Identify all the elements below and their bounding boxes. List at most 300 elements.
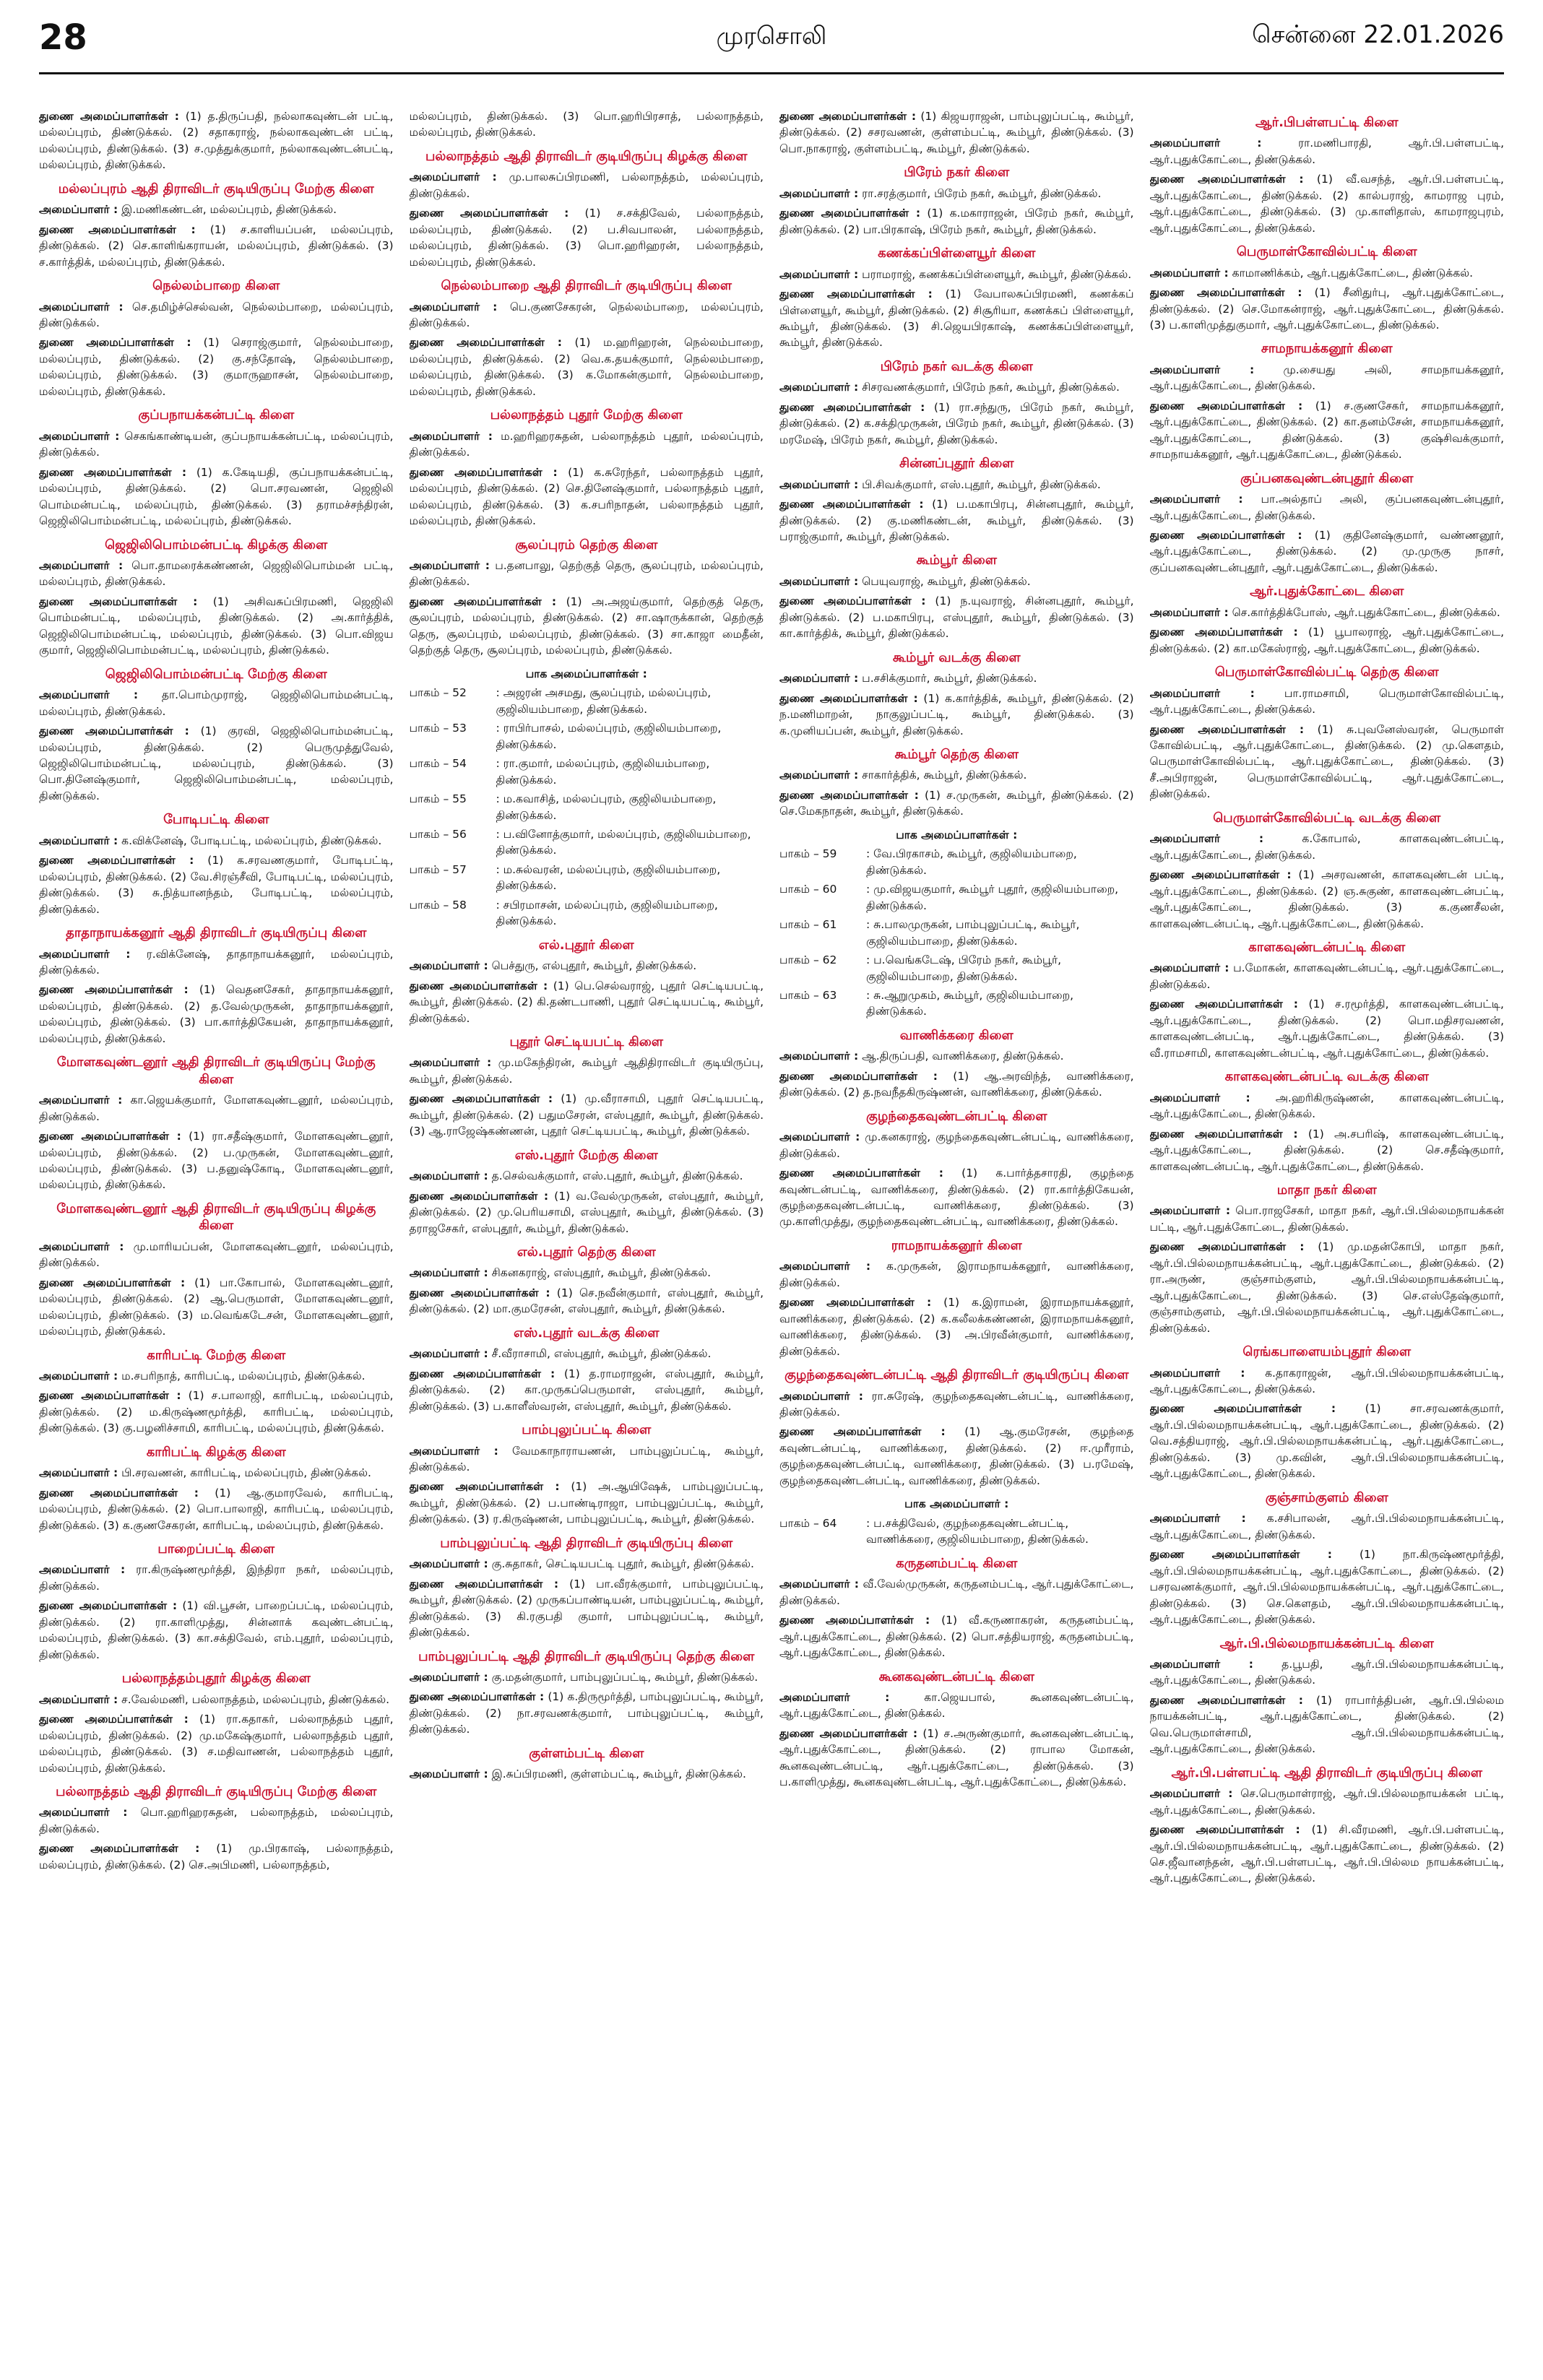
branch-title: பாம்புலுப்பட்டி கிளை — [522, 1422, 652, 1438]
role-label: அமைப்பாளர் : — [1149, 493, 1243, 506]
role-label: அமைப்பாளர் : — [409, 558, 490, 572]
column-3 — [779, 108, 1134, 2362]
role-label: அமைப்பாளர் : — [39, 1563, 126, 1577]
role-label: அமைப்பாளர் : — [1149, 266, 1229, 280]
branch-section — [410, 937, 764, 1026]
branch-title: வாணிக்கரை கிளை — [899, 1027, 1013, 1043]
member-entry — [410, 334, 764, 399]
member-names: (1) ஆ.அரவிந்த், வாணிக்கரை, திண்டுக்கல். (2) த.நவநீதகிருஷ்ணன், வாணிக்கரை, திண்டுக்கல். — [779, 1069, 1134, 1099]
member-entry — [39, 202, 394, 217]
member-entry — [779, 691, 1134, 739]
role-label: துணை அமைப்பாளர்கள் : — [39, 1389, 181, 1403]
role-label: அமைப்பாளர் : — [39, 1806, 128, 1819]
member-entry — [39, 1804, 394, 1837]
branch-section — [39, 1783, 394, 1873]
branch-section — [39, 108, 394, 173]
member-entry — [410, 464, 764, 529]
branch-title: பெருமாள்கோவில்பட்டி வடக்கு கிளை — [1213, 810, 1441, 826]
role-label: அமைப்பாளர் : — [39, 834, 118, 847]
member-names: பெயுவராஜ், கூம்பூர், திண்டுக்கல். — [862, 574, 1031, 588]
role-label: துணை அமைப்பாளர்கள் : — [409, 1286, 550, 1299]
branch-section — [779, 108, 1134, 157]
member-entry — [779, 1129, 1134, 1161]
branch-title: காளகவுண்டன்பட்டி கிளை — [1248, 940, 1406, 956]
member-names: ப.தனபாலு, தெற்குத் தெரு, சூலப்புரம், மல்லப்புரம், திண்டுக்கல். — [409, 558, 764, 589]
branch-title: கருதனம்பட்டி கிளை — [896, 1555, 1018, 1571]
member-entry — [410, 1091, 764, 1139]
role-label: துணை அமைப்பாளர்கள் : — [779, 1726, 918, 1740]
member-names: இ.மணிகண்டன், மல்லப்புரம், திண்டுக்கல். — [121, 203, 337, 217]
role-label: அமைப்பாளர் : — [779, 381, 859, 394]
member-names: (1) ச.குணசேகர், சாமநாயக்கனூர், ஆர்.புதுக்கோட்டை, திண்டுக்கல். (2) கா.தனம்சேன், சாமநாயக்கனூர், ஆர்.புதுக்கோட்டை, திண்டுக்கல். (3) குஷ்சிவக்குமார், சாமநாயக்கனூர், ஆர்.புதுக்கோட்டை, திண்டுக்கல். — [1149, 399, 1504, 462]
branch-section — [1150, 1343, 1505, 1482]
branch-section — [779, 649, 1134, 739]
branch-title: பாம்புலுப்பட்டி ஆதி திராவிடர் குடியிருப்பு தெற்கு கிளை — [418, 1648, 755, 1664]
member-entry — [39, 852, 394, 917]
booth-number: பாகம் – 52 — [409, 686, 467, 700]
branch-section — [410, 148, 764, 270]
branch-title: தாதாநாயக்கனூர் ஆதி திராவிடர் குடியிருப்பு கிளை — [66, 925, 367, 941]
role-label: அமைப்பாளர் : — [39, 203, 118, 217]
member-names: (1) ச.பாலாஜி, காரிபட்டி, மல்லப்புரம், திண்டுக்கல். (2) ம.கிருஷ்ணமூர்த்தி, காரிபட்டி, மல்லப்புரம், திண்டுக்கல். (3) கு.பழனிச்சாமி, காரிபட்டி, மல்லப்புரம், திண்டுக்கல். — [39, 1389, 394, 1435]
branch-section — [39, 1541, 394, 1663]
branch-section — [410, 108, 764, 141]
role-label: துணை அமைப்பாளர்கள் : — [409, 594, 557, 608]
role-label: துணை அமைப்பாளர்கள் : — [1149, 1823, 1300, 1837]
branch-title: ராமநாயக்கனூர் கிளை — [891, 1237, 1022, 1253]
member-names: (1) அசரவணன், காளகவுண்டன் பட்டி, ஆர்.புதுக்கோட்டை, திண்டுக்கல். (2) ஞ.சுகுண், காளகவுண்டன்பட்டி, ஆர்.புதுக்கோட்டை, திண்டுக்கல். (3) க.குணசீலன், காளகவுண்டன்பட்டி, ஆர்.புதுக்கோட்டை, திண்டுக்கல். — [1149, 868, 1504, 930]
member-names: ரா.சரத்குமார், பிரேம் நகர், கூம்பூர், திண்டுக்கல். — [862, 186, 1102, 200]
role-label: துணை அமைப்பாளர்கள் : — [1149, 998, 1299, 1011]
role-label: துணை அமைப்பாளர்கள் : — [779, 110, 917, 123]
branch-title: பல்லாநத்தம் ஆதி திராவிடர் குடியிருப்பு கிழக்கு கிளை — [425, 148, 748, 164]
branch-section — [1150, 583, 1505, 657]
member-names: (1) ம.ஹரிஹரன், நெல்லம்பாறை, மல்லப்புரம், திண்டுக்கல். (2) வெ.க.தயக்குமார், நெல்லம்பாறை, மல்லப்புரம், திண்டுக்கல். (3) க.மோகன்குமார், நெல்லம்பாறை, மல்லப்புரம், திண்டுக்கல். — [409, 336, 764, 398]
role-label: துணை அமைப்பாளர்கள் : — [779, 1614, 930, 1627]
member-names: (1) ரா.சதீஷ்குமார், மோளகவுண்டனூர், மல்லப்புரம், திண்டுக்கல். (2) ப.முருகன், மோளகவுண்டனூர், மல்லப்புரம், திண்டுக்கல். (3) ப.தனுஷ்கோடி, மோளகவுண்டனூர், மல்லப்புரம், திண்டுக்கல். — [39, 1130, 394, 1192]
member-entry — [1150, 1401, 1505, 1481]
role-label: அமைப்பாளர் : — [409, 1670, 488, 1684]
member-entry — [39, 1692, 394, 1708]
member-entry — [39, 594, 394, 659]
member-names: (1) செராஜ்குமார், நெல்லம்பாறை, மல்லப்புரம், திண்டுக்கல். (2) கு.சந்தோஷ், நெல்லம்பாறை, மல்லப்புரம், திண்டுக்கல். (3) குமாருஹாசன், நெல்லம்பாறை, மல்லப்புரம், திண்டுக்கல். — [39, 336, 394, 398]
member-names: (1) ச.சக்திவேல், பல்லாநத்தம், மல்லப்புரம், திண்டுக்கல். (2) ப.சிவபாலன், பல்லாநத்தம், மல்லப்புரம், திண்டுக்கல். (3) பொ.ஹரிஹரன், பல்லாநத்தம், மல்லப்புரம், திண்டுக்கல். — [409, 207, 764, 269]
member-entry — [1150, 491, 1505, 524]
member-entry — [410, 1055, 764, 1087]
member-entry — [779, 267, 1134, 282]
branch-section — [410, 1034, 764, 1140]
member-names: கா.ஜெயபால், கூனகவுண்டன்பட்டி, ஆர்.புதுக்கோட்டை, திண்டுக்கல். — [779, 1690, 1134, 1721]
branch-section — [39, 811, 394, 917]
branch-title: காளகவுண்டன்பட்டி வடக்கு கிளை — [1224, 1069, 1429, 1085]
role-label: அமைப்பாளர் : — [779, 477, 859, 491]
branch-title: பிரேம் நகர் வடக்கு கிளை — [880, 358, 1033, 374]
booth-number: பாகம் – 63 — [779, 989, 837, 1003]
member-names: (1) அசிவசுப்பிரமணி, ஜெஜிலி பொம்மன்பட்டி, மல்லப்புரம், திண்டுக்கல். (2) அ.கார்த்திக், ஜெஜிலிபொம்மன்பட்டி, மல்லப்புரம், திண்டுக்கல். (3) பொ.விஜய குமார், ஜெஜிலிபொம்மன்பட்டி, மல்லப்புரம், திண்டுக்கல். — [39, 594, 394, 657]
member-names: (1) ந.யுவராஜ், சின்னபுதூர், கூம்பூர், திண்டுக்கல். (2) ப.மகாபிரபு, எஸ்புதூர், கூம்பூர், திண்டுக்கல். (3) கா.கார்த்திக், கூம்பூர், திண்டுக்கல். — [779, 594, 1134, 641]
role-label: அமைப்பாளர் : — [409, 1767, 488, 1781]
member-entry — [410, 299, 764, 332]
member-entry — [39, 1598, 394, 1663]
branch-section — [1150, 1182, 1505, 1336]
role-label: அமைப்பாளர் : — [39, 688, 139, 702]
member-names: க.கோபால், காளகவுண்டன்பட்டி, ஆர்.புதுக்கோட்டை, திண்டுக்கல். — [1149, 832, 1504, 862]
member-entry — [39, 299, 394, 332]
member-names: (1) ரா.சந்துரு, பிரேம் நகர், கூம்பூர், திண்டுக்கல். (2) க.சக்திமுருகன், பிரேம் நகர், கூம்பூர், திண்டுக்கல். (3) மரமேஷ், பிரேம் நகர், கூம்பூர், திண்டுக்கல். — [779, 400, 1134, 446]
role-label: அமைப்பாளர் : — [409, 1444, 498, 1458]
booth-agent: : ம.கவாசித், மல்லப்புரம், குஜிலியம்பாறை, திண்டுக்கல். — [496, 792, 717, 822]
branch-section — [410, 1535, 764, 1641]
member-names: (1) கிஜயராஜன், பாம்புலுப்பட்டி, கூம்பூர், திண்டுக்கல். (2) சசரவணன், குள்ளம்பட்டி, கூம்பூர், திண்டுக்கல். (3) பொ.நாகராஜ், குள்ளம்பட்டி, கூம்பூர், திண்டுக்கல். — [779, 110, 1134, 155]
branch-section — [410, 537, 764, 659]
member-names: (1) குரவி, ஜெஜிலிபொம்மன்பட்டி, மல்லப்புரம், திண்டுக்கல். (2) பெருமுத்துவேல், ஜெஜிலிபொம்மன்பட்டி, மல்லப்புரம், திண்டுக்கல். (3) பொ.தினேஷ்குமார், ஜெஜிலிபொம்மன்பட்டி, மல்லப்புரம், திண்டுக்கல். — [39, 724, 394, 802]
role-label: துணை அமைப்பாளர்கள் : — [39, 983, 189, 997]
member-entry — [779, 379, 1134, 395]
role-label: துணை அமைப்பாளர்கள் : — [39, 1486, 199, 1500]
member-entry — [779, 767, 1134, 783]
booth-agent: : ரா.குமார், மல்லப்புரம், குஜிலியம்பாறை, திண்டுக்கல். — [496, 757, 710, 787]
role-label: துணை அமைப்பாளர்கள் : — [409, 1092, 553, 1106]
member-entry — [1150, 867, 1505, 932]
member-entry — [1150, 1090, 1505, 1122]
role-label: அமைப்பாளர் : — [409, 1169, 488, 1183]
role-label: அமைப்பாளர் : — [409, 1056, 492, 1070]
booth-row — [779, 987, 1134, 1020]
member-names: வேமகாநாராயணன், பாம்புலுப்பட்டி, கூம்பூர், திண்டுக்கல். — [409, 1444, 764, 1474]
branch-title: கணக்கப்பிள்ளையூர் கிளை — [878, 246, 1036, 261]
role-label: அமைப்பாளர் : — [779, 267, 859, 281]
member-entry — [779, 1258, 1134, 1291]
booth-heading: பாக அமைப்பாளர் : — [904, 1497, 1009, 1511]
role-label: துணை அமைப்பாளர்கள் : — [409, 465, 558, 479]
member-entry — [1150, 265, 1505, 281]
member-entry — [410, 1556, 764, 1572]
branch-title: காரிபட்டி மேற்கு கிளை — [147, 1347, 286, 1363]
branch-title: சாமநாயக்கனூர் கிளை — [1261, 341, 1393, 357]
role-label: அமைப்பாளர் : — [409, 429, 493, 443]
role-label: துணை அமைப்பாளர்கள் : — [1149, 626, 1298, 639]
booth-agent: : ப.வினோத்குமார், மல்லப்புரம், குஜிலியம்பாறை, திண்டுக்கல். — [496, 827, 751, 857]
member-entry — [39, 1275, 394, 1340]
member-entry — [39, 1711, 394, 1776]
branch-title: எஸ்.புதூர் வடக்கு கிளை — [514, 1325, 660, 1341]
role-label: அமைப்பாளர் : — [39, 429, 120, 443]
branch-section — [410, 407, 764, 529]
booth-row — [410, 826, 764, 859]
role-label: அமைப்பாளர் : — [39, 1369, 118, 1382]
role-label: அமைப்பாளர் : — [409, 1266, 488, 1280]
member-names: (1) ச.ரமூர்த்தி, காளகவுண்டன்பட்டி, ஆர்.புதுக்கோட்டை, திண்டுக்கல். (2) பொ.மதிசரவணன், காளகவுண்டன்பட்டி, ஆர்.புதுக்கோட்டை, திண்டுக்கல். (3) வீ.ராமசாமி, காளகவுண்டன்பட்டி, ஆர்.புதுக்கோட்டை, திண்டுக்கல். — [1149, 998, 1504, 1060]
member-entry — [779, 1388, 1134, 1421]
member-entry — [39, 1465, 394, 1481]
member-names: (1) பா.வீரக்குமார், பாம்புலுப்பட்டி, கூம்பூர், திண்டுக்கல். (2) முருகப்பாண்டியன், பாம்புலுப்பட்டி, கூம்பூர், திண்டுக்கல். (3) கி.ரகுபதி குமார், பாம்புலுப்பட்டி, கூம்பூர், திண்டுக்கல். — [409, 1577, 764, 1640]
booth-row — [410, 756, 764, 788]
member-names: (1) ப.மகாபிரபு, சின்னபுதூர், கூம்பூர், திண்டுக்கல். (2) கு.மணிகண்டன், கூம்பூர், திண்டுக்கல். (3) பராஜ்குமார், கூம்பூர், திண்டுக்கல். — [779, 498, 1134, 543]
branch-title: குழந்தைகவுண்டன்பட்டி கிளை — [866, 1108, 1047, 1124]
branch-section — [779, 552, 1134, 641]
member-names: (1) வீ.கருணாகரன், கருதனம்பட்டி, ஆர்.புதுக்கோட்டை, திண்டுக்கல். (2) பொ.சத்தியராஜ், கருதனம்பட்டி, ஆர்.புதுக்கோட்டை, திண்டுக்கல். — [779, 1614, 1134, 1660]
booth-agent: : சு.ஆறுமுகம், கூம்பூர், குஜிலியம்பாறை, திண்டுக்கல். — [866, 989, 1074, 1018]
member-entry — [410, 1766, 764, 1782]
role-label: துணை அமைப்பாளர்கள் : — [1149, 722, 1305, 736]
role-label: அமைப்பாளர் : — [779, 1690, 890, 1704]
member-entry — [779, 1612, 1134, 1661]
role-label: அமைப்பாளர் : — [409, 300, 498, 313]
role-label: துணை அமைப்பாளர்கள் : — [1149, 286, 1302, 300]
booth-agent: : சு.பாலமுருகன், பாம்புலுப்பட்டி, கூம்பூர், குஜிலியம்பாறை, திண்டுக்கல். — [866, 918, 1080, 948]
member-entry — [1150, 362, 1505, 394]
branch-section — [779, 164, 1134, 238]
booth-number: பாகம் – 59 — [779, 847, 837, 861]
member-names: சிகனகராஜ், எஸ்புதூர், கூம்பூர், திண்டுக்கல். — [491, 1266, 712, 1280]
member-names: (1) அ.ஆயிஷேக், பாம்புலுப்பட்டி, கூம்பூர், திண்டுக்கல். (2) ப.பாண்டிராஜா, பாம்புலுப்பட்டி, கூம்பூர், திண்டுக்கல். (3) ர.கிருஷ்ணன், பாம்புலுப்பட்டி, கூம்பூர், திண்டுக்கல். — [409, 1480, 764, 1526]
branch-title: கூம்பூர் வடக்கு கிளை — [892, 649, 1021, 665]
member-entry — [779, 186, 1134, 202]
role-label: அமைப்பாளர் : — [1149, 1512, 1246, 1526]
booth-row — [410, 685, 764, 717]
member-names: (1) ச.முருகன், கூம்பூர், திண்டுக்கல். (2) செ.மேகநாதன், கூம்பூர், திண்டுக்கல். — [779, 788, 1134, 818]
role-label: துணை அமைப்பாளர்கள் : — [779, 1296, 932, 1310]
member-entry — [39, 558, 394, 590]
booth-heading: பாக அமைப்பாளர்கள் : — [525, 667, 647, 680]
booth-agent: : மு.விஜயகுமார், கூம்பூர் புதூர், குஜிலியம்பாறை, திண்டுக்கல். — [866, 883, 1119, 912]
member-entry — [410, 558, 764, 590]
member-names: செகங்காண்டியன், குப்பநாயக்கன்பட்டி, மல்லப்புரம், திண்டுக்கல். — [39, 429, 394, 459]
branch-section — [410, 1745, 764, 1783]
member-entry — [779, 1726, 1134, 1791]
member-names: பா.அல்தாப் அலி, குப்பனகவுண்டன்புதூர், ஆர்.புதுக்கோட்டை, திண்டுக்கல். — [1149, 493, 1504, 522]
booth-row — [410, 791, 764, 823]
member-names: பா.ராமசாமி, பெருமாள்கோவில்பட்டி, ஆர்.புதுக்கோட்டை, திண்டுக்கல். — [1149, 686, 1504, 717]
member-names: ம.ஹரிஹரசுதன், பல்லாநத்தம் புதூர், மல்லப்புரம், திண்டுக்கல். — [409, 429, 764, 459]
booth-row — [410, 720, 764, 753]
branch-title: காரிபட்டி கிழக்கு கிளை — [146, 1444, 286, 1460]
branch-title: பல்லாநத்தம் புதூர் மேற்கு கிளை — [490, 407, 683, 423]
member-entry — [779, 574, 1134, 589]
branch-title: ஜெஜிலிபொம்மன்பட்டி மேற்கு கிளை — [105, 666, 327, 682]
branch-title: பாறைப்பட்டி கிளை — [157, 1541, 275, 1557]
role-label: அமைப்பாளர் : — [1149, 1657, 1253, 1671]
role-label: அமைப்பாளர் : — [409, 1557, 488, 1571]
role-label: அமைப்பாளர் : — [1149, 1787, 1233, 1801]
booth-number: பாகம் – 61 — [779, 918, 837, 932]
role-label: துணை அமைப்பாளர்கள் : — [39, 222, 196, 236]
member-entry — [410, 169, 764, 202]
branch-title: ஆர்.புதுக்கோட்டை கிளை — [1250, 584, 1404, 600]
member-entry — [39, 222, 394, 270]
member-entry — [1150, 1656, 1505, 1689]
branch-section — [779, 245, 1134, 351]
branch-section — [779, 1367, 1134, 1489]
booth-agent: : ராபிர்பாசல், மல்லப்புரம், குஜிலியம்பாறை, திண்டுக்கல். — [496, 722, 722, 751]
branch-section — [1150, 810, 1505, 932]
role-label: துணை அமைப்பாளர்கள் : — [779, 594, 926, 608]
branch-section — [779, 1496, 1134, 1547]
role-label: அமைப்பாளர் : — [779, 769, 859, 782]
branch-title: ஆர்.பி.பள்ளபட்டி ஆதி திராவிடர் குடியிருப்பு கிளை — [1171, 1765, 1483, 1780]
dateline: சென்னை 22.01.2026 — [1252, 20, 1504, 49]
role-label: அமைப்பாளர் : — [779, 672, 859, 685]
member-names: (1) சீனிதுர்பு, ஆர்.புதுக்கோட்டை, திண்டுக்கல். (2) செ.மோகன்ராஜ், ஆர்.புதுக்கோட்டை, திண்டுக்கல். (3) ப.காளிமுத்துகுமார், ஆர்.புதுக்கோட்டை, திண்டுக்கல். — [1149, 286, 1504, 332]
member-entry — [410, 1346, 764, 1362]
member-entry — [779, 670, 1134, 686]
role-label: துணை அமைப்பாளர்கள் : — [1149, 1402, 1336, 1416]
role-label: துணை அமைப்பாளர்கள் : — [779, 691, 918, 705]
member-entry — [39, 1128, 394, 1193]
member-names: பராமராஜ், கணக்கப்பிள்ளையூர், கூம்பூர், திண்டுக்கல். — [862, 267, 1132, 281]
role-label: அமைப்பாளர் : — [779, 1389, 863, 1403]
member-names: க.விக்னேஷ், போடிபட்டி, மல்லப்புரம், திண்டுக்கல். — [121, 834, 382, 847]
role-label: அமைப்பாளர் : — [779, 1050, 859, 1063]
member-entry — [39, 833, 394, 849]
role-label: துணை அமைப்பாளர்கள் : — [1149, 529, 1302, 542]
column-4 — [1150, 108, 1505, 2362]
role-label: துணை அமைப்பாளர்கள் : — [409, 979, 548, 992]
member-entry — [779, 1424, 1134, 1489]
role-label: துணை அமைப்பாளர்கள் : — [409, 1480, 560, 1494]
role-label: துணை அமைப்பாளர்கள் : — [409, 1577, 559, 1591]
member-entry — [1150, 1203, 1505, 1235]
branch-title: பல்லாநத்தம்புதூர் கிழக்கு கிளை — [121, 1671, 311, 1687]
branch-section — [410, 1244, 764, 1317]
booth-agent: : அஜரன் அசமது, சூலப்புரம், மல்லப்புரம், குஜிலியம்பாறை, திண்டுக்கல். — [496, 686, 712, 716]
role-label: துணை அமைப்பாளர்கள் : — [1149, 868, 1292, 882]
branch-section — [39, 181, 394, 270]
member-names: (1) க.சுரேந்தர், பல்லாநத்தம் புதூர், மல்லப்புரம், திண்டுக்கல். (2) செ.தினேஷ்குமார், பல்லாநத்தம் புதூர், மல்லப்புரம், திண்டுக்கல். (3) க.சபரிநாதன், பல்லாநத்தம் புதூர், மல்லப்புரம், திண்டுக்கல். — [409, 465, 764, 528]
member-entry — [1150, 722, 1505, 802]
member-entry — [39, 1485, 394, 1533]
branch-section — [39, 1347, 394, 1437]
branch-title: பிரேம் நகர் கிளை — [904, 165, 1010, 181]
role-label: துணை அமைப்பாளர்கள் : — [1149, 399, 1303, 412]
booth-row — [779, 846, 1134, 878]
booth-row — [779, 952, 1134, 985]
branch-title: பாம்புலுப்பட்டி ஆதி திராவிடர் குடியிருப்பு கிளை — [440, 1535, 733, 1551]
member-names: (1) நா.கிருஷ்ணமூர்த்தி, ஆர்.பி.பில்லமநாயக்கன்பட்டி, ஆர்.புதுக்கோட்டை, திண்டுக்கல். (2) பசரவணக்குமார், ஆர்.பி.பில்லமநாயக்கன்பட்டி, ஆர்.புதுக்கோட்டை, திண்டுக்கல். (3) செ.கௌதம், ஆர்.பி.பில்லமநாயக்கன்பட்டி, ஆர்.புதுக்கோட்டை, திண்டுக்கல். — [1149, 1548, 1504, 1627]
role-label: துணை அமைப்பாளர்கள் : — [39, 465, 187, 479]
role-label: துணை அமைப்பாளர்கள் : — [39, 336, 191, 350]
branch-section — [779, 455, 1134, 545]
branch-title: நெல்லம்பாறை கிளை — [152, 278, 280, 294]
role-label: துணை அமைப்பாளர்கள் : — [409, 1367, 556, 1380]
member-names: செ.கார்த்திக்போஸ், ஆர்.புதுக்கோட்டை, திண்டுக்கல். — [1232, 605, 1500, 619]
member-names: (1) க.இராமன், இராமநாயக்கனூர், வாணிக்கரை, திண்டுக்கல். (2) க.கலீலக்கண்ணன், இராமநாயக்கனூர், வாணிக்கரை, திண்டுக்கல். (3) அ.பிரவீன்குமார், வாணிக்கரை, திண்டுக்கல். — [779, 1296, 1134, 1358]
member-names: பி.சிவக்குமார், எஸ்.புதூர், கூம்பூர், திண்டுக்கல். — [862, 477, 1101, 491]
booth-number: பாகம் – 62 — [779, 953, 837, 967]
role-label: துணை அமைப்பாளர்கள் : — [39, 1599, 178, 1613]
role-label: அமைப்பாளர் : — [39, 558, 124, 572]
member-names: சிசரவணக்குமார், பிரேம் நகர், கூம்பூர், திண்டுக்கல். — [862, 381, 1120, 394]
role-label: அமைப்பாளர் : — [1149, 137, 1262, 150]
booth-row — [779, 917, 1134, 949]
member-entry — [410, 1366, 764, 1414]
member-names: பெச்துரு, எல்புதூர், கூம்பூர், திண்டுக்கல். — [491, 959, 697, 973]
booth-row — [779, 881, 1134, 914]
branch-section — [779, 1555, 1134, 1661]
role-label: அமைப்பாளர் : — [1149, 605, 1229, 619]
branch-title: கூம்பூர் தெற்கு கிளை — [894, 747, 1019, 762]
member-entry — [39, 687, 394, 719]
branch-title: குஞ்சாம்குளம் கிளை — [1265, 1489, 1388, 1505]
member-names: பொ.ஹரிஹரசுதன், பல்லாநத்தம், மல்லப்புரம், திண்டுக்கல். — [39, 1806, 394, 1835]
member-entry — [1150, 285, 1505, 333]
branch-section — [779, 1669, 1134, 1791]
member-entry — [1150, 1692, 1505, 1757]
role-label: அமைப்பாளர் : — [779, 1130, 860, 1144]
branch-title: ரெங்கபாளையம்புதூர் கிளை — [1242, 1344, 1412, 1360]
role-label: துணை அமைப்பாளர்கள் : — [39, 110, 179, 123]
branch-title: மோளகவுண்டனூர் ஆதி திராவிடர் குடியிருப்பு கிழக்கு கிளை — [56, 1200, 376, 1234]
member-entry — [410, 958, 764, 974]
member-names: கு.சுதாகர், செட்டியபட்டி புதூர், கூம்பூர், திண்டுக்கல். — [491, 1557, 754, 1571]
role-label: துணை அமைப்பாளர்கள் : — [1149, 1127, 1298, 1141]
branch-section — [779, 1108, 1134, 1230]
member-names: ரா.மணிபாரதி, ஆர்.பி.பள்ளபட்டி, ஆர்.புதுக்கோட்டை, திண்டுக்கல். — [1149, 137, 1504, 166]
member-entry — [1150, 527, 1505, 576]
member-names: க.தாகராஜன், ஆர்.பி.பில்லமநாயக்கன்பட்டி, ஆர்.புதுக்கோட்டை, திண்டுக்கல். — [1149, 1366, 1504, 1396]
branch-title: கூம்பூர் கிளை — [916, 553, 997, 568]
role-label: அமைப்பாளர் : — [1149, 1091, 1250, 1104]
role-label: துணை அமைப்பாளர்கள் : — [409, 1189, 549, 1203]
member-entry — [39, 982, 394, 1047]
member-names: அ.ஹரிகிருஷ்ணன், காளகவுண்டன்பட்டி, ஆர்.புதுக்கோட்டை, திண்டுக்கல். — [1149, 1091, 1504, 1121]
member-names: ம.சபரிநாத், காரிபட்டி, மல்லப்புரம், திண்டுக்கல். — [121, 1369, 366, 1382]
member-entry — [410, 1576, 764, 1641]
member-entry — [779, 593, 1134, 641]
member-names: (1) க.கேடியதி, குப்பநாயக்கன்பட்டி, மல்லப்புரம், திண்டுக்கல். (2) பொ.சரவணன், ஜெஜிலி பொம்மன்பட்டி, மல்லப்புரம், திண்டுக்கல். (3) தராமச்சந்திரன், ஜெஜிலிபொம்மன்பட்டி, மல்லப்புரம், திண்டுக்கல். — [39, 465, 394, 528]
member-names: ர.விக்னேஷ், தாதாநாயக்கனூர், மல்லப்புரம், திண்டுக்கல். — [39, 947, 394, 977]
member-names: (1) வீ.வசந்த், ஆர்.பி.பள்ளபட்டி, ஆர்.புதுக்கோட்டை, திண்டுக்கல். (2) கால்பராஜ், காமராஜ புரம், ஆர்.புதுக்கோட்டை, திண்டுக்கல். (3) மு.காளிதாஸ், காமராஜபுரம், ஆர்.புதுக்கோட்டை, திண்டுக்கல். — [1149, 173, 1504, 235]
role-label: துணை அமைப்பாளர்கள் : — [409, 336, 562, 350]
branch-title: குள்ளம்பட்டி கிளை — [529, 1745, 644, 1761]
branch-section — [779, 1027, 1134, 1101]
member-entry — [779, 1576, 1134, 1609]
branch-title: பெருமாள்கோவில்பட்டி தெற்கு கிளை — [1214, 665, 1439, 680]
member-names: (1) க.மகாராஜன், பிரேம் நகர், கூம்பூர், திண்டுக்கல். (2) பா.பிரகாஷ், பிரேம் நகர், கூம்பூர், திண்டுக்கல். — [779, 207, 1134, 236]
member-entry — [410, 594, 764, 659]
member-names: ச.வேல்மணி, பல்லாநத்தம், மல்லப்புரம், திண்டுக்கல். — [121, 1692, 390, 1706]
member-entry — [779, 787, 1134, 820]
member-entry — [410, 1689, 764, 1737]
booth-row — [779, 1515, 1134, 1548]
booth-number: பாகம் – 54 — [409, 757, 467, 771]
branch-section — [779, 746, 1134, 820]
member-names: ரா.சுரேஷ், குழந்தைகவுண்டன்பட்டி, வாணிக்கரை, திண்டுக்கல். — [779, 1389, 1134, 1419]
branch-title: நெல்லம்பாறை ஆதி திராவிடர் குடியிருப்பு கிளை — [441, 278, 732, 294]
branch-section — [779, 358, 1134, 448]
branch-section — [39, 1200, 394, 1340]
member-names: (1) அ.அஜய்குமார், தெற்குத் தெரு, சூலப்புரம், மல்லப்புரம், திண்டுக்கல். (2) சா.ஷாருக்கான், தெற்குத் தெரு, சூலப்புரம், மல்லப்புரம், திண்டுக்கல். (3) சா.காஜா மைதீன், தெற்குத் தெரு, சூலப்புரம், மல்லப்புரம், திண்டுக்கல். — [409, 594, 764, 657]
role-label: அமைப்பாளர் : — [779, 574, 859, 588]
member-entry — [39, 108, 394, 173]
role-label: அமைப்பாளர் : — [39, 947, 131, 961]
branch-section — [39, 666, 394, 805]
member-entry — [779, 399, 1134, 448]
member-entry — [410, 428, 764, 461]
member-entry — [39, 723, 394, 804]
member-entry — [1150, 398, 1505, 463]
member-names: (1) வி.பூசன், பாறைப்பட்டி, மல்லப்புரம், திண்டுக்கல். (2) ரா.காளிமுத்து, சின்னாக் கவுண்டன்பட்டி, மல்லப்புரம், திண்டுக்கல். (3) கா.சக்திவேல், எம்.புதூர், மல்லப்புரம், திண்டுக்கல். — [39, 1599, 394, 1661]
role-label: அமைப்பாளர் : — [779, 186, 859, 200]
member-entry — [1150, 960, 1505, 992]
booth-agent: : வே.பிரகாசம், கூம்பூர், குஜிலியம்பாறை, திண்டுக்கல். — [866, 847, 1077, 877]
member-names: (1) த.ராமராஜன், எஸ்புதூர், கூம்பூர், திண்டுக்கல். (2) கா.முருகப்பெருமாள், எஸ்புதூர், கூம்பூர், திண்டுக்கல். (3) ப.காளீஸ்வரன், எஸ்புதூர், கூம்பூர், திண்டுக்கல். — [409, 1367, 764, 1413]
branch-section — [410, 277, 764, 399]
member-names: மு.மகேந்திரன், கூம்பூர் ஆதிதிராவிடர் குடியிருப்பு, கூம்பூர், திண்டுக்கல். — [409, 1056, 764, 1086]
branch-title: போடிபட்டி கிளை — [163, 812, 269, 828]
role-label: அமைப்பாளர் : — [1149, 1204, 1231, 1218]
member-names: (1) வ.வேல்முருகன், எஸ்புதூர், கூம்பூர், திண்டுக்கல். (2) மு.பெரியசாமி, எஸ்புதூர், கூம்பூர், திண்டுக்கல். (3) தராஜசேகர், எஸ்புதூர், கூம்பூர், திண்டுக்கல். — [409, 1189, 764, 1235]
